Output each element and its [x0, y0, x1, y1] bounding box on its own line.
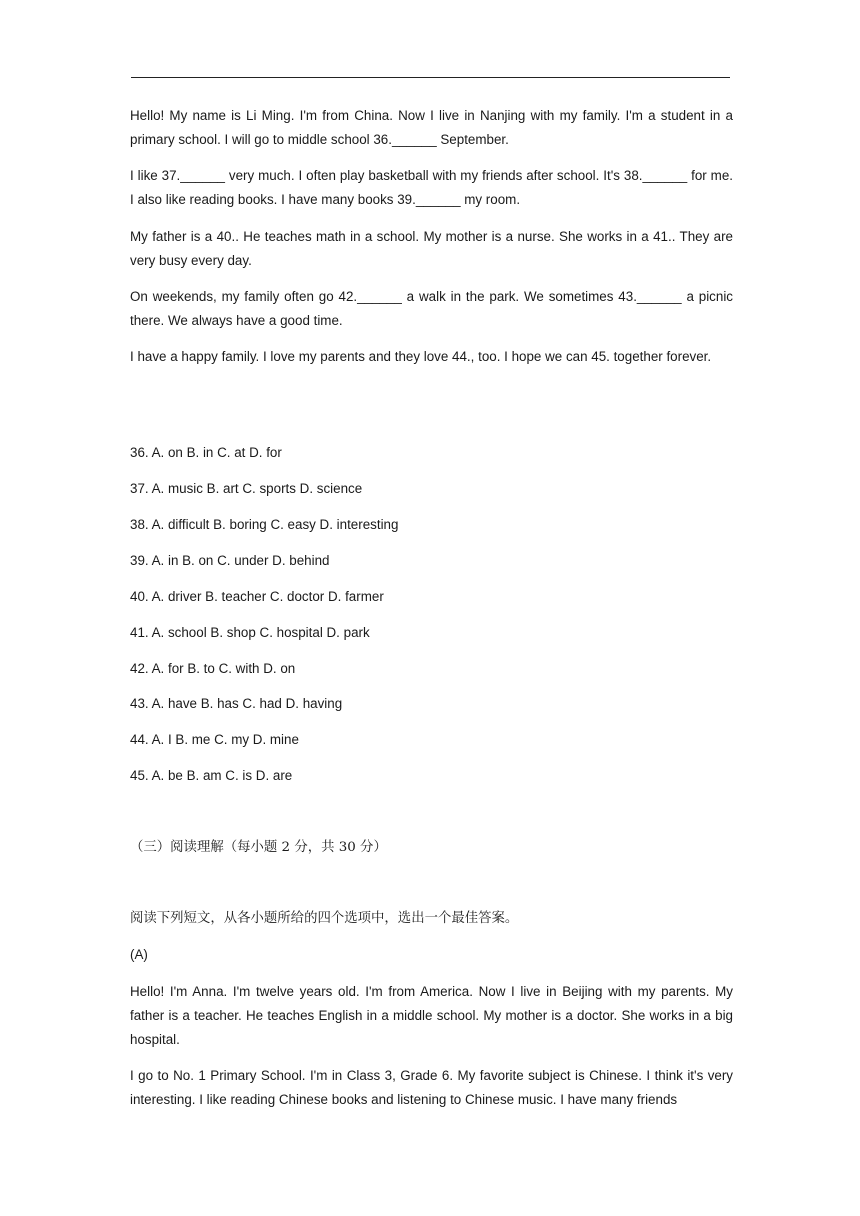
- passage-paragraph-4: On weekends, my family often go 42.______ a walk in the park. We sometimes 43.______ a picnic there. We always have a good time.: [130, 289, 733, 328]
- option-line-41: 41. A. school B. shop C. hospital D. park: [130, 625, 370, 640]
- option-line-36: 36. A. on B. in C. at D. for: [130, 445, 282, 460]
- section-heading: （三）阅读理解（每小题 2 分，共 30 分）: [130, 840, 387, 855]
- option-line-42: 42. A. for B. to C. with D. on: [130, 661, 296, 676]
- passage-label: (A): [130, 947, 148, 962]
- passage-paragraph-3: My father is a 40.. He teaches math in a school. My mother is a nurse. She works in a 41.. They are very busy every day.: [130, 229, 733, 268]
- option-line-44: 44. A. I B. me C. my D. mine: [130, 732, 299, 747]
- header-rule: [131, 77, 730, 78]
- passage-paragraph-5: I have a happy family. I love my parents and they love 44., too. I hope we can 45. together forever.: [130, 349, 712, 364]
- option-line-37: 37. A. music B. art C. sports D. science: [130, 481, 363, 496]
- option-line-38: 38. A. difficult B. boring C. easy D. interesting: [130, 517, 399, 532]
- reading-paragraph-2: I go to No. 1 Primary School. I'm in Class 3, Grade 6. My favorite subject is Chinese. I think it's very interesting. I like reading Chinese books and listening to Chinese music. I have many friends: [130, 1068, 733, 1107]
- option-line-43: 43. A. have B. has C. had D. having: [130, 696, 343, 711]
- passage-paragraph-1: Hello! My name is Li Ming. I'm from China. Now I live in Nanjing with my family. I'm a student in a primary school. I will go to middle school 36.______ September.: [130, 108, 733, 147]
- option-line-39: 39. A. in B. on C. under D. behind: [130, 553, 330, 568]
- option-line-45: 45. A. be B. am C. is D. are: [130, 768, 293, 783]
- passage-paragraph-2: I like 37.______ very much. I often play basketball with my friends after school. It's 38.______ for me. I also like reading books. I have many books 39.______ my room.: [130, 168, 733, 207]
- option-line-40: 40. A. driver B. teacher C. doctor D. farmer: [130, 589, 384, 604]
- reading-paragraph-1: Hello! I'm Anna. I'm twelve years old. I'm from America. Now I live in Beijing with my parents. My father is a teacher. He teaches English in a middle school. My mother is a doctor. She works in a big hospital.: [130, 984, 733, 1047]
- section-instruction: 阅读下列短文，从各小题所给的四个选项中，选出一个最佳答案。: [130, 911, 519, 926]
